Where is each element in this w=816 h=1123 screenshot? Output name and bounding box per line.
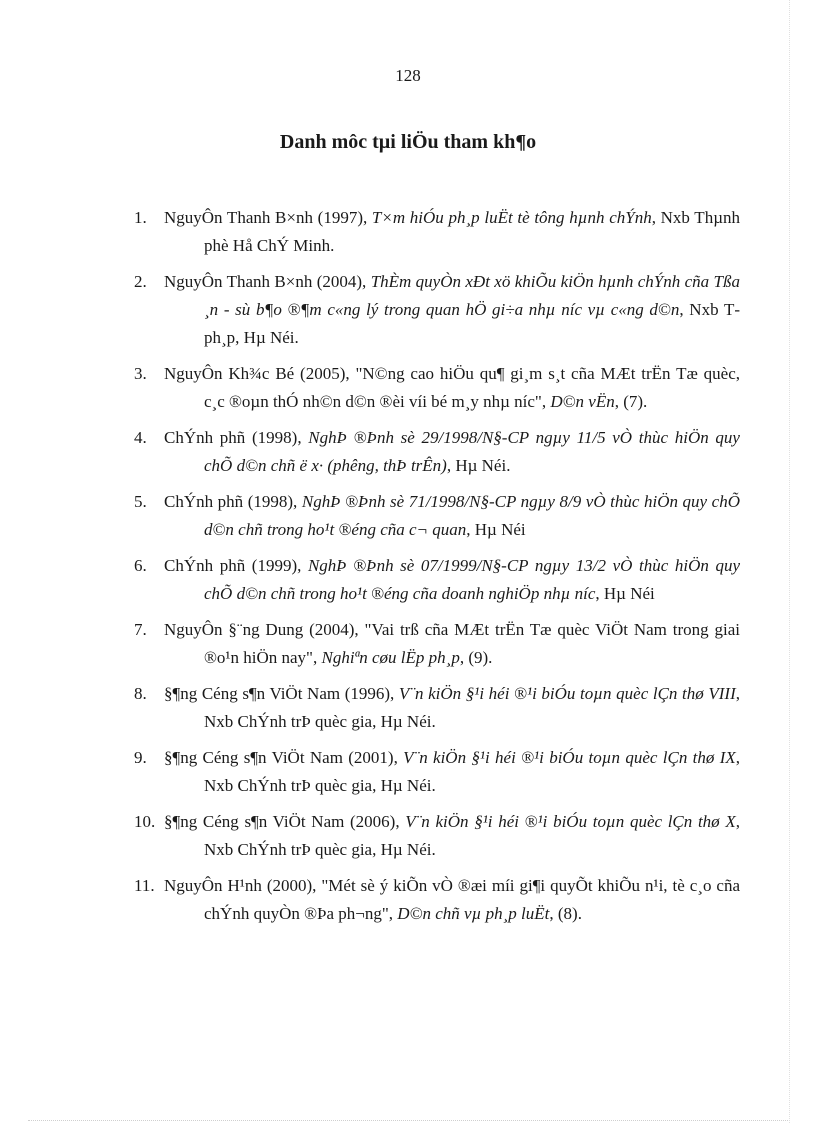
reference-text: , Nxb ChÝnh trÞ quèc gia, Hµ Néi. [204, 812, 740, 859]
reference-text: §¶ng Céng s¶n ViÖt Nam (2006), [164, 812, 406, 831]
reference-work-title: NghÞ ®Þnh sè 71/1998/N§-CP ngµy 8/9 vÒ thùc hiÖn quy chÕ d©n chñ trong ho¹t ®éng cña c¬ quan [204, 492, 740, 539]
page-number: 128 [395, 66, 421, 85]
reference-item [134, 268, 740, 352]
reference-work-title: NghÞ ®Þnh sè 07/1999/N§-CP ngµy 13/2 vÒ thùc hiÖn quy chÕ d©n chñ trong ho¹t ®éng cña doanh nghiÖp nhµ níc [204, 556, 740, 603]
reference-item [134, 552, 740, 608]
reference-text: , Nxb Thµnh phè Hå ChÝ Minh. [204, 208, 740, 255]
reference-number: 5. [134, 492, 147, 511]
reference-item [134, 488, 740, 544]
reference-list [134, 204, 740, 936]
reference-number: 4. [134, 428, 147, 447]
reference-work-title: D©n chñ vµ ph¸p luËt [397, 904, 550, 923]
reference-text: NguyÔn H¹nh (2000), "Mét sè ý kiÕn vÒ ®æi míi gi¶i quyÕt khiÕu n¹i, tè c¸o cña chÝnh quyÒn ®Þa ph¬ng", [164, 876, 740, 923]
reference-text: , Hµ Néi [595, 584, 655, 603]
reference-item [134, 424, 740, 480]
reference-work-title: ThÈm quyÒn xÐt xö khiÕu kiÖn hµnh chÝnh cña Tßa ¸n - sù b¶o ®¶m c«ng lý trong quan hÖ gi÷a nhµ níc vµ c«ng d©n [204, 272, 740, 319]
reference-text: §¶ng Céng s¶n ViÖt Nam (2001), [164, 748, 404, 767]
reference-work-title: V¨n kiÖn §¹i héi ®¹i biÓu toµn quèc lÇn thø IX [403, 748, 736, 767]
reference-text: , Hµ Néi. [446, 456, 511, 475]
reference-work-title: D©n vËn [550, 392, 615, 411]
reference-text: ChÝnh phñ (1999), [164, 556, 308, 575]
reference-item [134, 872, 740, 928]
reference-text: , Hµ Néi [466, 520, 526, 539]
reference-number: 2. [134, 272, 147, 291]
reference-work-title: T×m hiÓu ph¸p luËt tè tông hµnh chÝnh [371, 208, 652, 227]
reference-number: 3. [134, 364, 147, 383]
reference-text: , (8). [549, 904, 582, 923]
reference-work-title: V¨n kiÖn §¹i héi ®¹i biÓu toµn quèc lÇn thø X [405, 812, 736, 831]
reference-text: , Nxb ChÝnh trÞ quèc gia, Hµ Néi. [204, 684, 740, 731]
reference-number: 7. [134, 620, 147, 639]
reference-number: 9. [134, 748, 147, 767]
reference-item [134, 680, 740, 736]
reference-text: , Nxb T ph¸p, Hµ Néi. [204, 300, 740, 347]
reference-work-title: V¨n kiÖn §¹i héi ®¹i biÓu toµn quèc lÇn thø VIII [398, 684, 736, 703]
page-title: Danh môc tµi liÖu tham kh¶o [279, 131, 537, 153]
reference-number: 10. [134, 812, 156, 831]
page-right-edge [789, 0, 790, 1123]
page-bottom-divider [28, 1120, 788, 1121]
reference-number: 1. [134, 208, 147, 227]
reference-text: NguyÔn Thanh B×nh (2004), [164, 272, 371, 291]
reference-text: NguyÔn §¨ng Dung (2004), "Vai trß cña MÆt trËn Tæ quèc ViÖt Nam trong giai ®o¹n hiÖn nay", [164, 620, 740, 667]
reference-item [134, 744, 740, 800]
reference-work-title: Nghiªn cøu lËp ph¸p [321, 648, 460, 667]
reference-number: 8. [134, 684, 147, 703]
reference-number: 11. [134, 876, 155, 895]
reference-text: , Nxb ChÝnh trÞ quèc gia, Hµ Néi. [204, 748, 741, 795]
reference-text: , (9). [459, 648, 493, 667]
reference-item [134, 808, 740, 864]
reference-text: NguyÔn Kh¾c Bé (2005), "N©ng cao hiÖu qu¶ gi¸m s¸t cña MÆt trËn Tæ quèc, c¸c ®oµn thÓ nh©n d©n ®èi víi bé m¸y nhµ níc", [164, 364, 740, 411]
reference-item [134, 204, 740, 260]
reference-text: NguyÔn Thanh B×nh (1997), [164, 208, 372, 227]
reference-item [134, 360, 740, 416]
reference-number: 6. [134, 556, 147, 575]
reference-item [134, 616, 740, 672]
reference-text: , (7). [614, 392, 648, 411]
reference-text: §¶ng Céng s¶n ViÖt Nam (1996), [164, 684, 399, 703]
reference-text: ChÝnh phñ (1998), [164, 428, 309, 447]
reference-text: ChÝnh phñ (1998), [164, 492, 302, 511]
reference-work-title: NghÞ ®Þnh sè 29/1998/N§-CP ngµy 11/5 vÒ thùc hiÖn quy chÕ d©n chñ ë x· (phêng, thÞ trÊn) [204, 428, 740, 475]
